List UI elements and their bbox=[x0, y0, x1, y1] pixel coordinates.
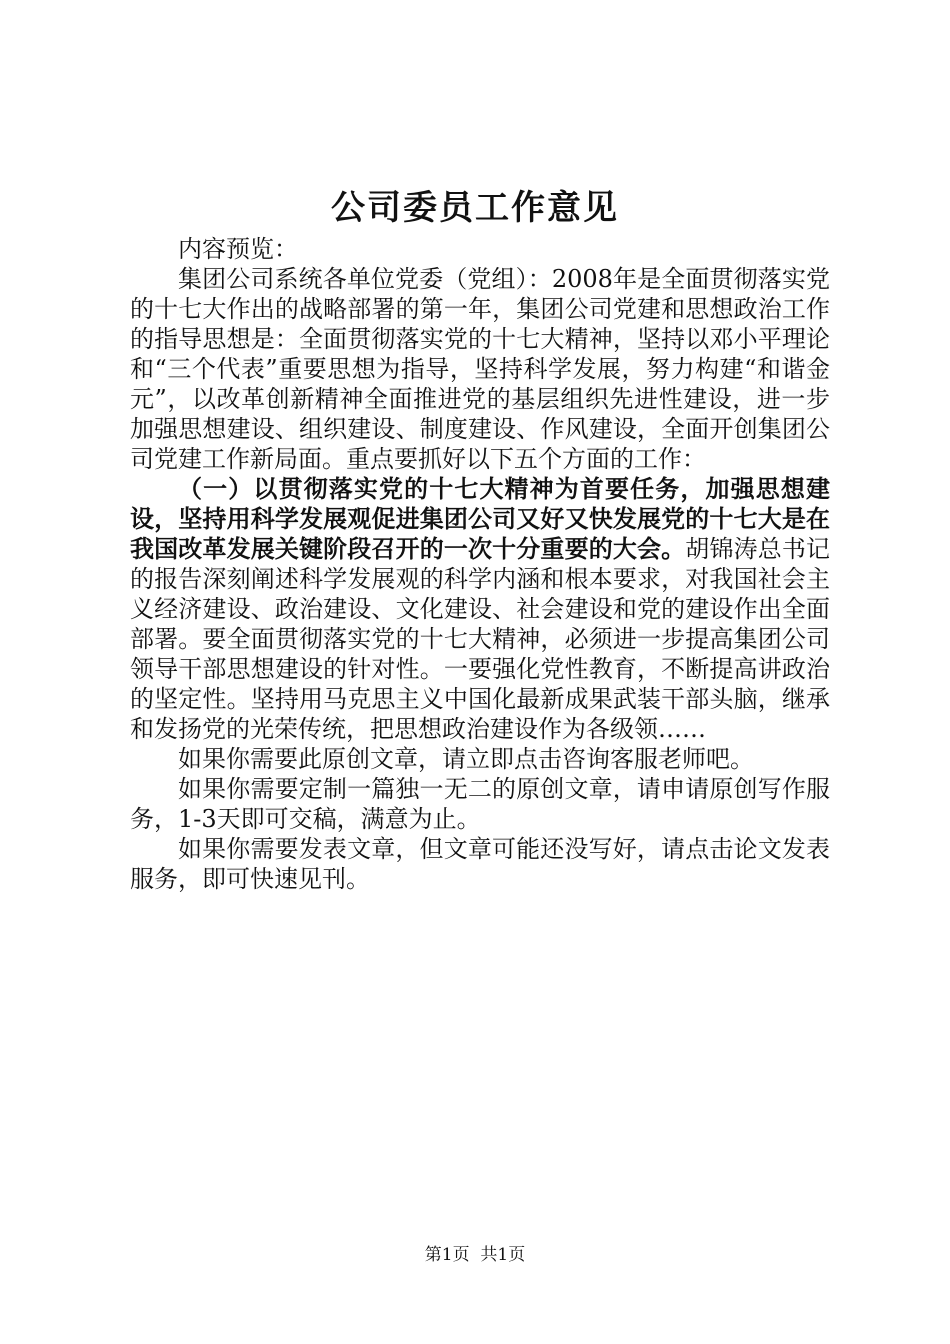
section-1-text: 胡锦涛总书记的报告深刻阐述科学发展观的科学内涵和根本要求，对我国社会主义经济建设、政治建设、文化建设、社会建设和党的建设作出全面部署。要全面贯彻落实党的十七大精神，必须进一步提高集团公司领导干部思想建设的针对性。一要强化党性教育，不断提高讲政治的坚定性。坚持用马克思主义中国化最新成果武装干部头脑，继承和发扬党的光荣传统，把思想政治建设作为各级领…… bbox=[130, 535, 831, 743]
intro-paragraph: 集团公司系统各单位党委（党组）：2008年是全面贯彻落实党的十七大作出的战略部署的第一年，集团公司党建和思想政治工作的指导思想是：全面贯彻落实党的十七大精神，坚持以邓小平理论和“三个代表”重要思想为指导，坚持科学发展，努力构建“和谐金元”，以改革创新精神全面推进党的基层组织先进性建设，进一步加强思想建设、组织建设、制度建设、作风建设，全面开创集团公司党建工作新局面。重点要抓好以下五个方面的工作： bbox=[130, 265, 830, 473]
section-1-paragraph bbox=[130, 474, 830, 744]
preview-label: 内容预览： bbox=[178, 235, 298, 263]
document-title: 公司委员工作意见 bbox=[331, 188, 619, 228]
page-number-footer: 第1页 共1页 bbox=[424, 1245, 526, 1265]
notice-publication-service: 如果你需要发表文章，但文章可能还没写好，请点击论文发表服务，即可快速见刊。 bbox=[130, 835, 830, 893]
section-1-heading: （一）以贯彻落实党的十七大精神为首要任务，加强思想建设，坚持用科学发展观促进集团公司又好又快发展党的十七大是在我国改革发展关键阶段召开的一次十分重要的大会。 bbox=[130, 474, 830, 563]
notice-custom-writing: 如果你需要定制一篇独一无二的原创文章，请申请原创写作服务，1-3天即可交稿，满意为止。 bbox=[130, 775, 830, 833]
document-body bbox=[130, 234, 830, 894]
notice-original-article: 如果你需要此原创文章，请立即点击咨询客服老师吧。 bbox=[178, 745, 754, 773]
